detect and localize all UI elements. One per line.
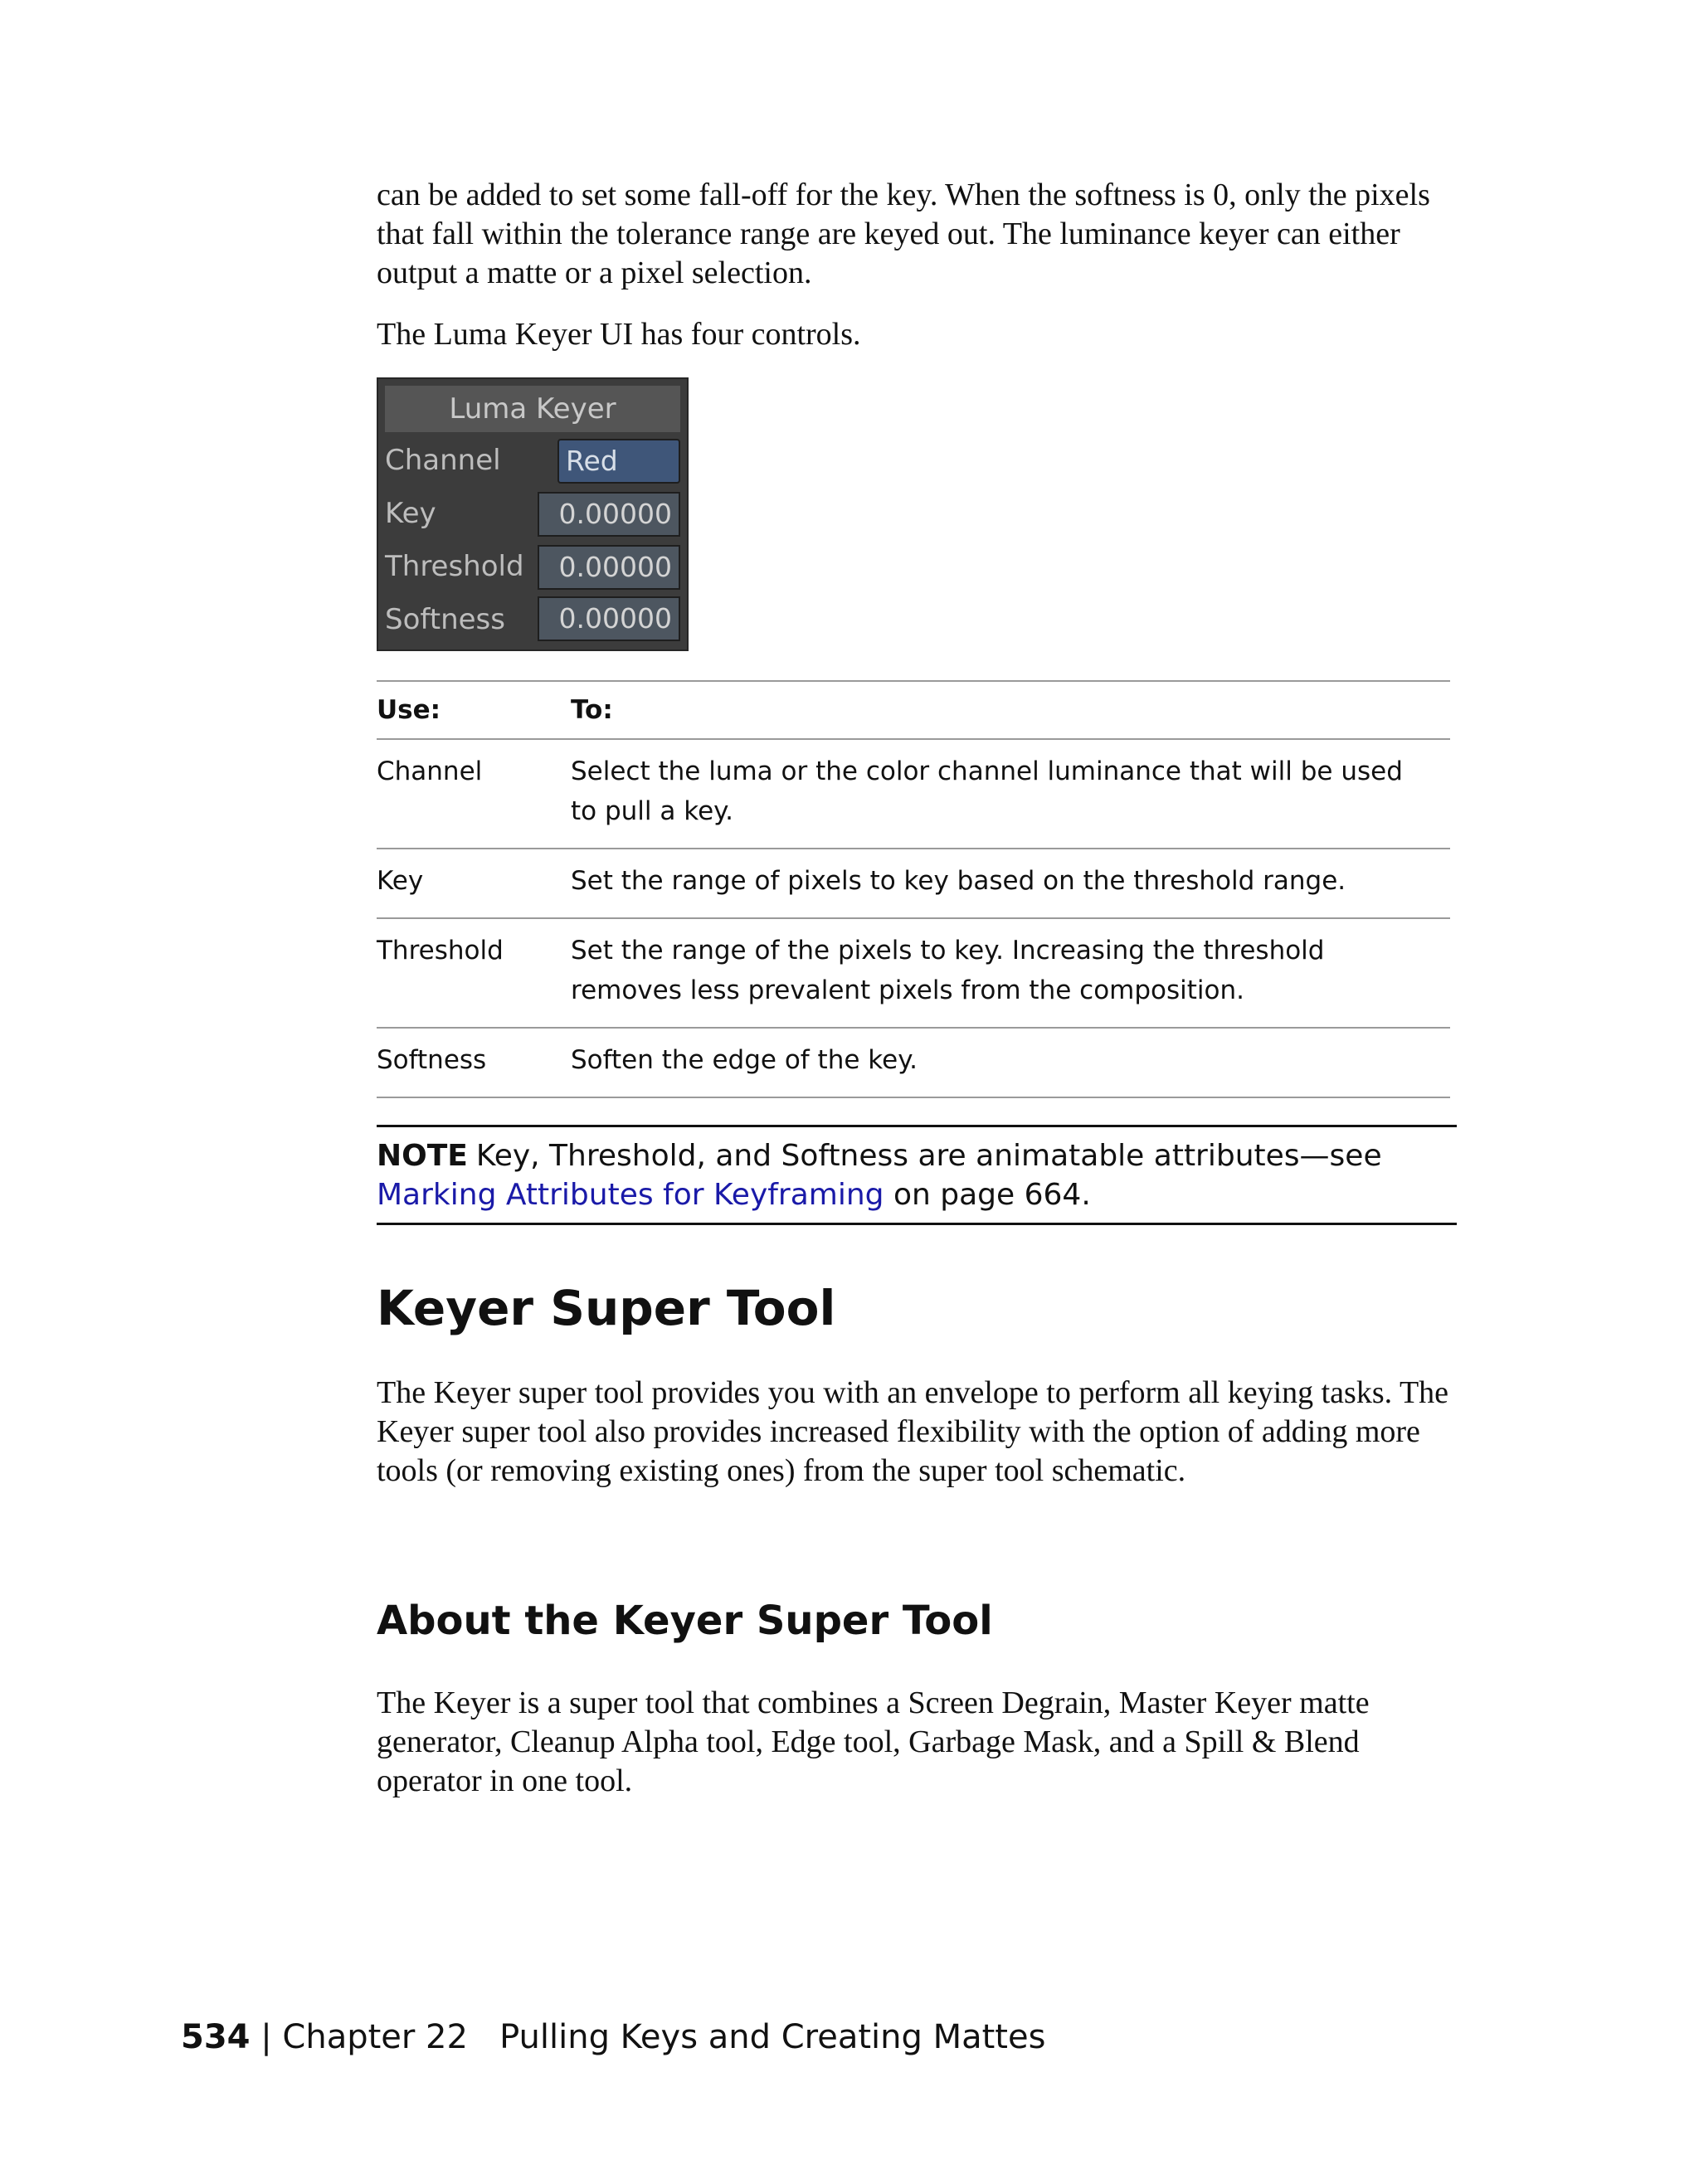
section-body [377, 1374, 1457, 1491]
intro-lead: The Luma Keyer UI has four controls. [377, 317, 861, 352]
table-row [377, 848, 1450, 917]
luma-keyer-panel [377, 377, 689, 651]
table-row [377, 738, 1450, 848]
table-cell-to: Set the range of the pixels to key. Increasing the threshold removes less prevalent pixels from the composition. [571, 936, 1325, 1005]
intro-block [377, 176, 1457, 293]
table-cell-use: Key [377, 866, 424, 896]
table-header-to: To: [571, 695, 613, 725]
page-footer [181, 2014, 1045, 2060]
table-cell-use: Channel [377, 756, 483, 786]
table-cell-use: Threshold [377, 936, 504, 966]
intro-paragraph: can be added to set some fall-off for the key. When the softness is 0, only the pixels that fall within the tolerance range are keyed out. The luminance keyer can either output a matte or a pixel selection. [377, 178, 1430, 290]
footer-chapter-title: Pulling Keys and Creating Mattes [499, 2018, 1046, 2056]
intro-lead-block [377, 315, 1457, 354]
softness-field[interactable]: 0.00000 [538, 596, 680, 641]
table-header-row [377, 680, 1450, 738]
note-suffix: on page 664. [884, 1178, 1091, 1212]
panel-title: Luma Keyer [385, 386, 680, 432]
note-box [377, 1125, 1457, 1225]
page-number: 534 [181, 2018, 251, 2056]
table-cell-to: Select the luma or the color channel luminance that will be used to pull a key. [571, 756, 1403, 826]
footer-separator: | [250, 2018, 283, 2056]
table-row [377, 1027, 1450, 1098]
table-cell-use: Softness [377, 1045, 487, 1075]
key-field[interactable]: 0.00000 [538, 492, 680, 537]
subsection-heading: About the Keyer Super Tool [377, 1598, 993, 1644]
subsection-body [377, 1684, 1457, 1801]
key-label: Key [385, 497, 436, 530]
note-text: Key, Threshold, and Softness are animatable attributes—see [475, 1139, 1382, 1173]
table-row [377, 917, 1450, 1027]
section-paragraph: The Keyer super tool provides you with an envelope to perform all keying tasks. The Keyer super tool also provides increased flexibility with the option of adding more tools (or removing existing ones) from the super tool schematic. [377, 1375, 1449, 1488]
table-cell-to: Set the range of pixels to key based on the threshold range. [571, 866, 1346, 896]
softness-label: Softness [385, 603, 505, 636]
channel-select[interactable]: Red [557, 439, 680, 484]
note-link[interactable]: Marking Attributes for Keyframing [377, 1178, 884, 1212]
table-header-use: Use: [377, 695, 441, 725]
table-cell-to: Soften the edge of the key. [571, 1045, 918, 1075]
controls-table [377, 680, 1450, 1103]
threshold-label: Threshold [385, 550, 524, 583]
threshold-field[interactable]: 0.00000 [538, 545, 680, 590]
channel-label: Channel [385, 444, 501, 477]
footer-chapter: Chapter 22 [282, 2018, 468, 2056]
section-heading: Keyer Super Tool [377, 1280, 836, 1336]
subsection-paragraph: The Keyer is a super tool that combines a Screen Degrain, Master Keyer matte generator, Cleanup Alpha tool, Edge tool, Garbage Mask, and a Spill & Blend operator in one tool. [377, 1685, 1370, 1798]
note-label: NOTE [377, 1139, 468, 1173]
